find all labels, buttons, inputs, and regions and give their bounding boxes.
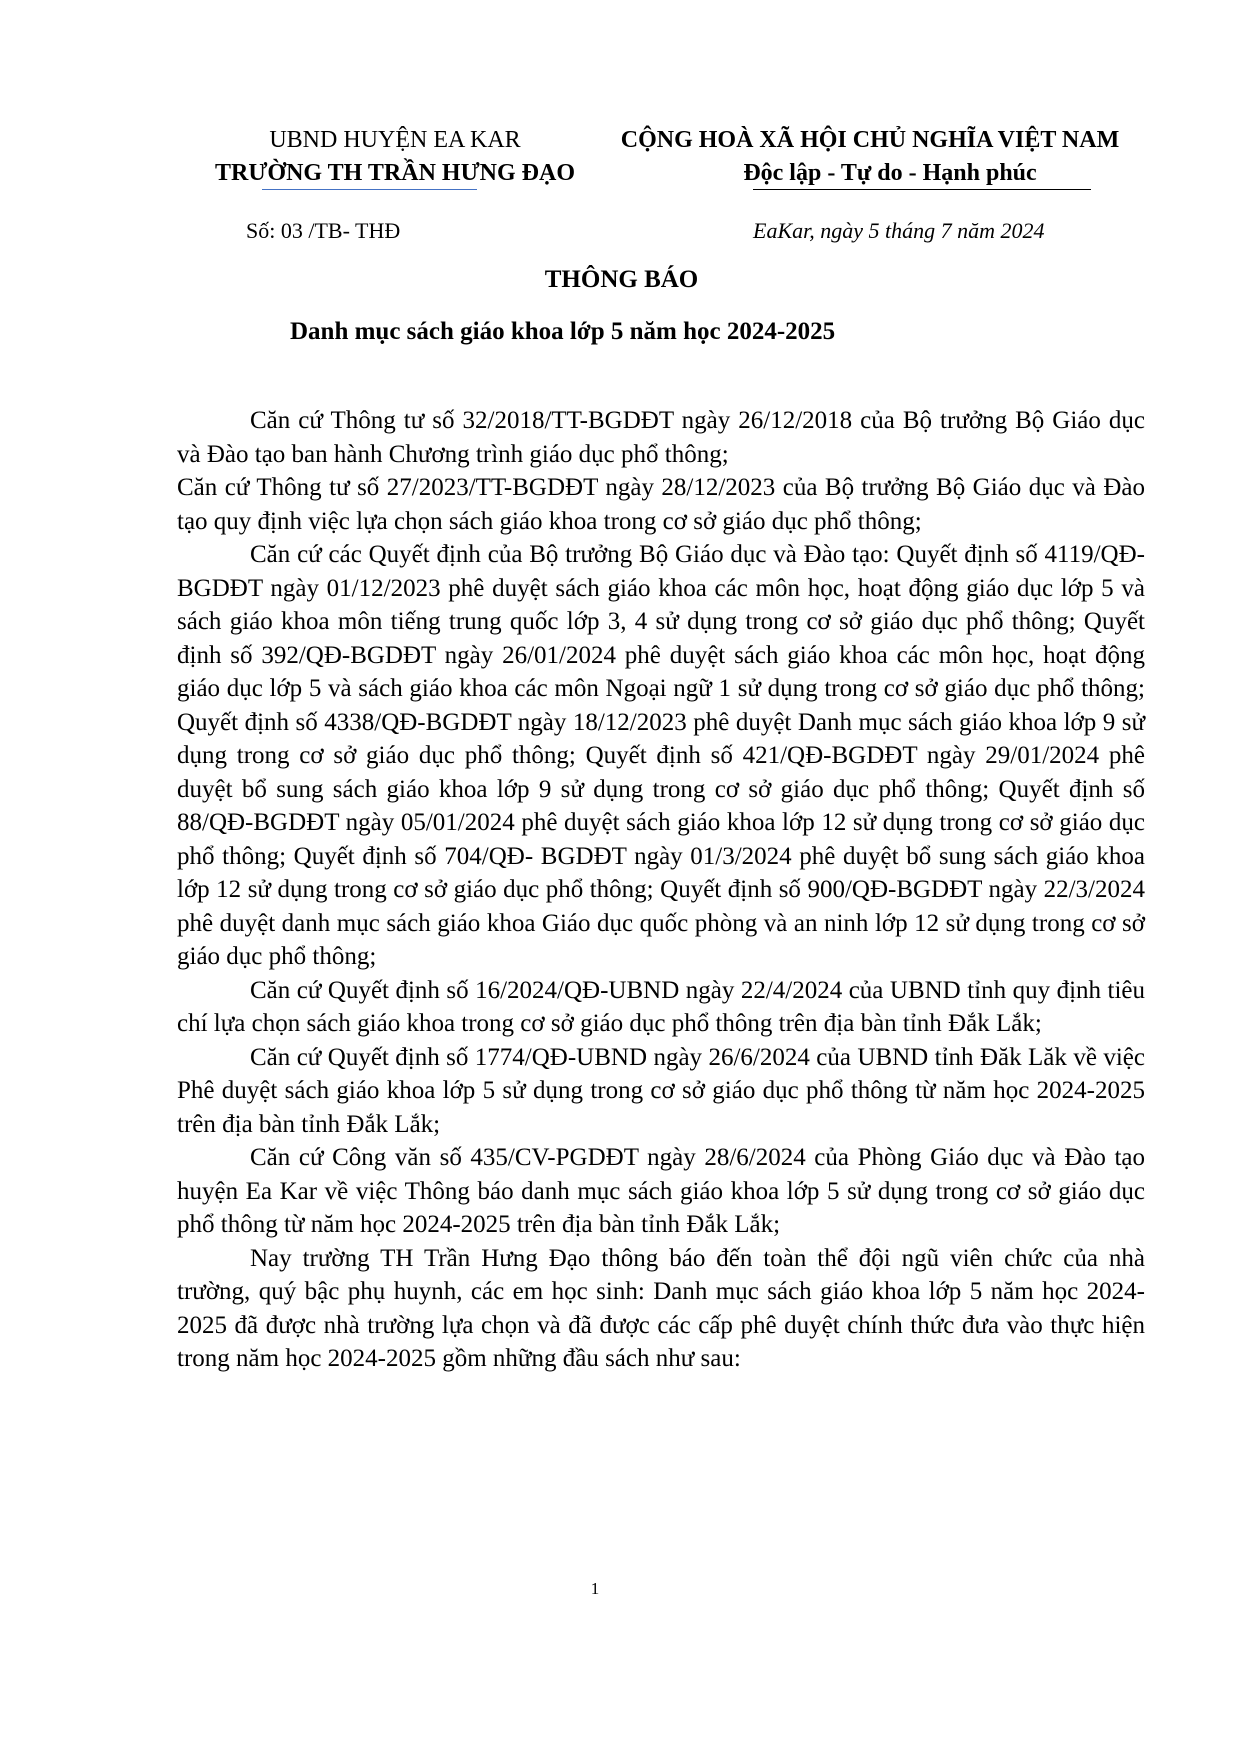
paragraph-legal-basis-2: Căn cứ Thông tư số 27/2023/TT-BGDĐT ngày 28/12/2023 của Bộ trưởng Bộ Giáo dục và Đào tạo quy định việc lựa chọn sách giáo khoa trong cơ sở giáo dục phổ thông; bbox=[177, 474, 1145, 535]
paragraph-legal-basis-6: Căn cứ Công văn số 435/CV-PGDĐT ngày 28/6/2024 của Phòng Giáo dục và Đào tạo huyện Ea Kar về việc Thông báo danh mục sách giáo khoa lớp 5 sử dụng trong cơ sở giáo dục phổ thông từ năm học 2024-2025 trên địa bàn tỉnh Đắk Lắk; bbox=[177, 1144, 1145, 1238]
document-number: Số: 03 /TB- THĐ bbox=[246, 218, 401, 243]
document-title: THÔNG BÁO bbox=[544, 266, 699, 293]
paragraph-legal-basis-4: Căn cứ Quyết định số 16/2024/QĐ-UBND ngày 22/4/2024 của UBND tỉnh quy định tiêu chí lựa chọn sách giáo khoa trong cơ sở giáo dục phổ thông trên địa bàn tỉnh Đắk Lắk; bbox=[177, 976, 1145, 1037]
national-title-block bbox=[560, 124, 1180, 190]
agency-name: UBND HUYỆN EA KAR bbox=[269, 127, 521, 153]
national-title: CỘNG HOÀ XÃ HỘI CHỦ NGHĨA VIỆT NAM bbox=[620, 127, 1120, 153]
paragraph-legal-basis-3: Căn cứ các Quyết định của Bộ trưởng Bộ Giáo dục và Đào tạo: Quyết định số 4119/QĐ-BGDĐT ngày 01/12/2023 phê duyệt sách giáo khoa các môn học, hoạt động giáo dục lớp 5 và sách giáo khoa môn tiếng trung quốc lớp 3, 4 sử dụng trong cơ sở giáo dục phổ thông; Quyết định số 392/QĐ-BGDĐT ngày 26/01/2024 phê duyệt sách giáo khoa các môn học, hoạt động giáo dục lớp 5 và sách giáo khoa các môn Ngoại ngữ 1 sử dụng trong cơ sở giáo dục phổ thông; Quyết định số 4338/QĐ-BGDĐT ngày 18/12/2023 phê duyệt Danh mục sách giáo khoa lớp 9 sử dụng trong cơ sở giáo dục phổ thông; Quyết định số 421/QĐ-BGDĐT ngày 29/01/2024 phê duyệt bổ sung sách giáo khoa lớp 9 sử dụng trong cơ sở giáo dục phổ thông; Quyết định số 88/QĐ-BGDĐT ngày 05/01/2024 phê duyệt sách giáo khoa lớp 12 sử dụng trong cơ sở giáo dục phổ thông; Quyết định số 704/QĐ- BGDĐT ngày 01/3/2024 phê duyệt bổ sung sách giáo khoa lớp 12 sử dụng trong cơ sở giáo dục phổ thông; Quyết định số 900/QĐ-BGDĐT ngày 22/3/2024 phê duyệt danh mục sách giáo khoa Giáo dục quốc phòng và an ninh lớp 12 sử dụng trong cơ sở giáo dục phổ thông; bbox=[177, 541, 1145, 970]
paragraph-legal-basis-1: Căn cứ Thông tư số 32/2018/TT-BGDĐT ngày 26/12/2018 của Bộ trưởng Bộ Giáo dục và Đào tạo ban hành Chương trình giáo dục phổ thông; bbox=[177, 407, 1145, 468]
national-motto: Độc lập - Tự do - Hạnh phúc bbox=[743, 160, 1037, 186]
school-underline bbox=[262, 189, 477, 190]
document-subtitle: Danh mục sách giáo khoa lớp 5 năm học 2024-2025 bbox=[290, 318, 836, 345]
document-body bbox=[177, 404, 1145, 1376]
place-date: EaKar, ngày 5 tháng 7 năm 2024 bbox=[753, 218, 1045, 243]
motto-underline bbox=[753, 189, 1091, 190]
paragraph-announcement: Nay trường TH Trần Hưng Đạo thông báo đến toàn thể đội ngũ viên chức của nhà trường, quý bậc phụ huynh, các em học sinh: Danh mục sách giáo khoa lớp 5 năm học 2024-2025 đã được nhà trường lựa chọn và đã được các cấp phê duyệt chính thức đưa vào thực hiện trong năm học 2024-2025 gồm những đầu sách như sau: bbox=[177, 1244, 1145, 1372]
paragraph-legal-basis-5: Căn cứ Quyết định số 1774/QĐ-UBND ngày 26/6/2024 của UBND tỉnh Đăk Lăk về việc Phê duyệt sách giáo khoa lớp 5 sử dụng trong cơ sở giáo dục phổ thông từ năm học 2024-2025 trên địa bàn tỉnh Đắk Lắk; bbox=[177, 1043, 1145, 1138]
school-name: TRƯỜNG TH TRẦN HƯNG ĐẠO bbox=[214, 160, 576, 186]
page-number: 1 bbox=[590, 1579, 600, 1598]
